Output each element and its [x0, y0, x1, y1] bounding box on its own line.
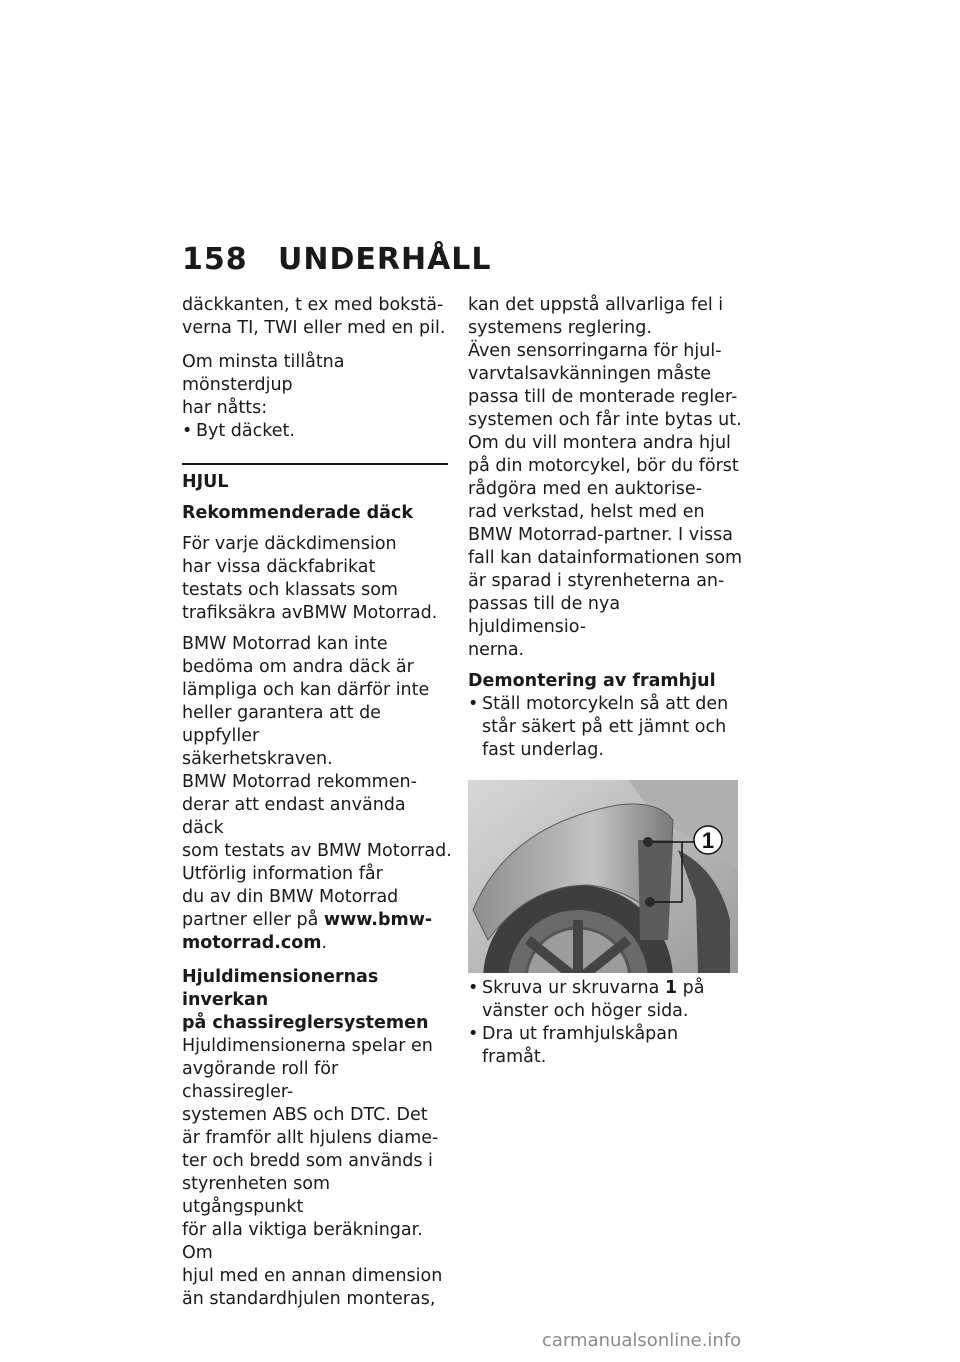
- chapter-title: UNDERHÅLL: [278, 242, 492, 277]
- subheading: Hjuldimensionernas inverkan på chassireglersystemen: [182, 967, 429, 1033]
- paragraph: Även sensorringarna för hjul- varvtalsavkänningen måste passa till de monterade regler- systemen och får inte bytas ut.: [468, 341, 742, 430]
- bullet-icon: •: [468, 1024, 479, 1044]
- bullet-icon: •: [468, 694, 479, 714]
- paragraph: däckkanten, t ex med bokstä- verna TI, TWI eller med en pil.: [182, 295, 446, 338]
- paragraph: BMW Motorrad kan inte bedöma om andra däck är lämpliga och kan därför inte heller garantera att de uppfyller säkerhetskraven.: [182, 634, 430, 769]
- fender-illustration: [468, 780, 738, 973]
- website-link: motorrad.com: [182, 933, 322, 953]
- paragraph: För varje däckdimension har vissa däckfabrikat testats och klassats som trafiksäkra avBMW Motorrad.: [182, 534, 438, 623]
- section-heading: HJUL: [182, 472, 229, 492]
- subheading: Demontering av framhjul: [468, 671, 716, 691]
- paragraph: BMW Motorrad rekommen- derar att endast använda däck som testats av BMW Motorrad.: [182, 772, 452, 861]
- website-link: www.bmw-: [323, 910, 433, 930]
- paragraph: Om du vill montera andra hjul på din motorcykel, bör du först rådgöra med en auktorise- rad verkstad, helst med en BMW Motorrad-partner. I vissa fall kan datainformationen som är sparad i styrenheterna an- passas till de nya hjuldimensio- nerna.: [468, 433, 743, 660]
- right-column: [468, 294, 743, 1069]
- paragraph: kan det uppstå allvarliga fel i systemens reglering.: [468, 295, 724, 338]
- bullet-item: • Byt däcket.: [182, 421, 295, 441]
- left-column: [182, 294, 452, 1311]
- bullet-icon: •: [182, 421, 193, 441]
- bullet-item: • Dra ut framhjulskåpan framåt.: [468, 1024, 679, 1067]
- paragraph: Utförlig information får du av din BMW Motorrad partner eller på www.bmw- motorrad.com.: [182, 864, 433, 953]
- paragraph: Hjuldimensionerna spelar en avgörande roll för chassiregler- systemen ABS och DTC. Det är framför allt hjulens diame- ter och bredd som används i styrenheten som utgångspunkt för alla viktiga beräkningar. Om hjul med en annan dimension än standardhjulen monteras,: [182, 1036, 443, 1309]
- bullet-item: • Skruva ur skruvarna 1 på vänster och höger sida.: [468, 978, 705, 1021]
- bullet-icon: •: [468, 978, 479, 998]
- callout-label: 1: [701, 828, 715, 853]
- section-divider: [182, 463, 448, 465]
- page-header: [182, 242, 492, 277]
- bullet-item: • Ställ motorcykeln så att den står säkert på ett jämnt och fast underlag.: [468, 694, 729, 760]
- paragraph: Om minsta tillåtna mönsterdjup har nåtts:: [182, 352, 345, 418]
- fender-photo: [468, 780, 738, 973]
- watermark: carmanualsonline.info: [542, 1330, 742, 1351]
- page-number: 158: [182, 242, 248, 277]
- subheading: Rekommenderade däck: [182, 503, 414, 523]
